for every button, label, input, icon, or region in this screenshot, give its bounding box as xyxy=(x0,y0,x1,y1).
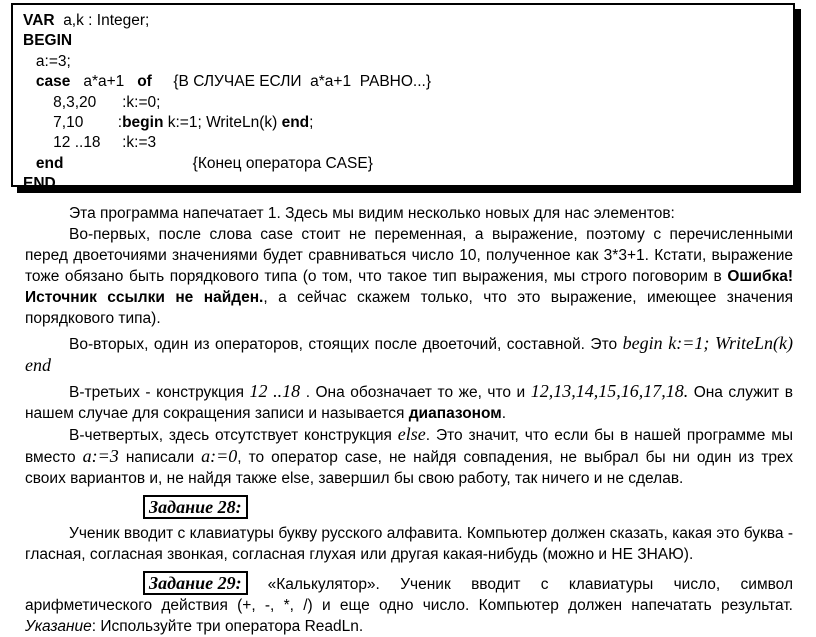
kw-begin: BEGIN xyxy=(23,32,73,50)
code-line-6a: 7,10 : xyxy=(53,114,123,132)
code-line-7: 12 ..18 :k:=3 xyxy=(53,134,157,152)
p5-text-a: В-четвертых, здесь отсутствует конструкция xyxy=(69,427,398,444)
p2-text-c: , а сейчас скажем только, что это выражение, имеющее значения порядкового типа). xyxy=(25,289,794,327)
p4-list: 12,13,14,15,16,17,18. xyxy=(530,381,689,401)
error-reference: Ошибка! Источник ссылки не найден. xyxy=(25,268,793,306)
p7-text: «Калькулятор». Ученик вводит с клавиатуры число, символ арифметического действия (+, -, *, /) и еще одно число. Компьютер должен напечатать результат. xyxy=(25,576,793,614)
code-listing-box xyxy=(11,3,795,193)
body-text xyxy=(25,203,793,637)
kw-begin-inner: begin xyxy=(122,114,164,132)
p5-else: else xyxy=(397,424,426,444)
p3-code: begin k:=1; WriteLn(k) end xyxy=(25,333,793,375)
code-line-5: 8,3,20 :k:=0; xyxy=(53,93,161,111)
kw-var: VAR xyxy=(23,12,55,29)
code-listing xyxy=(23,11,431,195)
code-line-6c: ; xyxy=(309,114,314,132)
code-line-4a: a*a+1 xyxy=(70,73,138,91)
p3-text: Во-вторых, один из операторов, стоящих после двоеточий, составной. Это xyxy=(69,336,623,353)
p5-text-b: . Это значит, что если бы в нашей программе мы вместо xyxy=(25,427,793,466)
code-line-8: {Конец оператора CASE} xyxy=(63,154,373,172)
hint-label: Указание xyxy=(25,618,92,635)
code-line-1: a,k : Integer; xyxy=(54,12,150,29)
kw-case: case xyxy=(35,73,71,91)
paragraph-4: В-третьих - конструкция 12 ..18 . Она обозначает то же, что и 12,13,14,15,16,17,18. Она служит в нашем случае для сокращения записи и называется диапазоном. xyxy=(25,381,794,422)
hint-text: : Используйте три оператора ReadLn. xyxy=(91,618,364,635)
paragraph-5 xyxy=(25,424,793,489)
p4-text-c: Она служит в нашем случае для сокращения записи и называется xyxy=(25,384,794,422)
p5-a3: a:=3 xyxy=(82,446,119,466)
term-range: диапазоном xyxy=(408,405,502,422)
p4-text-a: В-третьих - конструкция xyxy=(69,384,250,401)
p5-a0: a:=0 xyxy=(201,446,238,466)
paragraph-6 xyxy=(25,523,793,565)
p6-text: Ученик вводит с клавиатуры букву русского алфавита. Компьютер должен сказать, какая это буква - гласная, согласная звонкая, согласная глухая или другая какая-нибудь (можно и НЕ ЗНАЮ). xyxy=(25,525,793,563)
p2-text-a: Во-первых, после слова case стоит не переменная, а выражение, поэтому с перечисленными перед двоеточиями значениями будет сравниваться число 10, полученное как 3*3+1. Кстати, выражение тоже обязано быть порядкового типа (о том, что такое тип выражения, мы строго поговорим в xyxy=(25,226,793,285)
p4-text-b: . Она обозначает то же, что и xyxy=(300,384,531,401)
kw-end-inner: end xyxy=(281,114,310,132)
code-line-6b: k:=1; WriteLn(k) xyxy=(163,114,282,132)
code-line-4b: {В СЛУЧАЕ ЕСЛИ a*a+1 РАВНО...} xyxy=(151,73,432,91)
task-29-label: Задание 29: xyxy=(143,571,248,595)
paragraph-3 xyxy=(25,333,793,377)
task-28-label: Задание 28: xyxy=(143,495,248,519)
p5-text-d: , то оператор case, не найдя совпадения, не выбрал бы ни один из трех своих вариантов и, не найдя также else, завершил бы свою работу, так ничего и не сделав. xyxy=(25,449,793,487)
p5-text-c: написали xyxy=(118,449,202,466)
p4-range: 12 ..18 xyxy=(249,381,301,401)
kw-end-dot: END. xyxy=(23,175,61,193)
kw-end: end xyxy=(35,154,64,172)
paragraph-1 xyxy=(25,203,793,224)
code-line-3: a:=3; xyxy=(35,52,71,70)
paragraph-7 xyxy=(25,571,793,637)
p1-text: Эта программа напечатает 1. Здесь мы видим несколько новых для нас элементов: xyxy=(69,205,675,222)
paragraph-2 xyxy=(25,224,793,329)
kw-of: of xyxy=(137,73,152,91)
